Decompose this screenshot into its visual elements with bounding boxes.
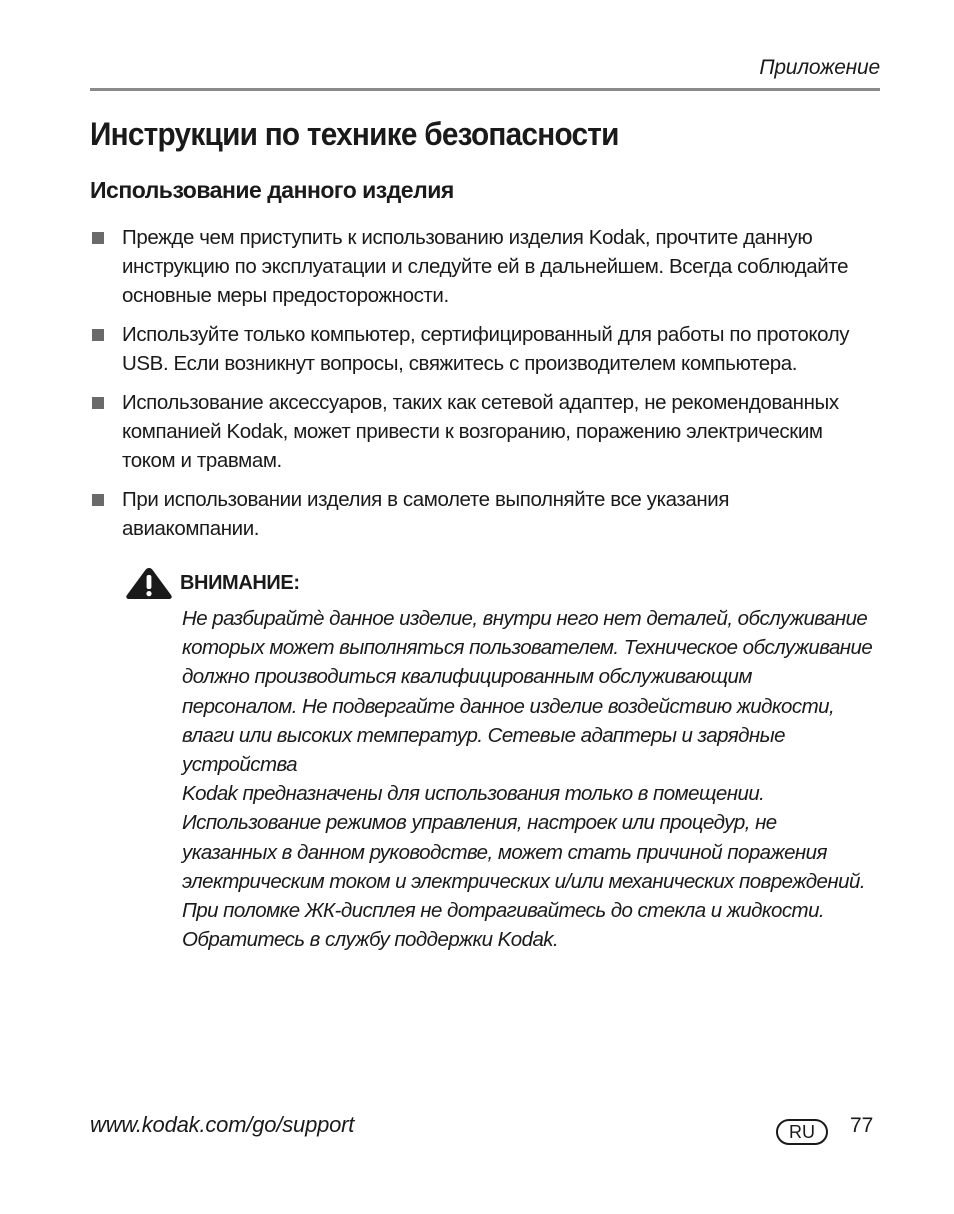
section-heading: Использование данного изделия: [90, 177, 454, 203]
page-title: Инструкции по технике безопасности: [90, 116, 619, 152]
bullet-item: [90, 388, 880, 475]
support-url-link[interactable]: www.kodak.com/go/support: [90, 1112, 355, 1137]
warning-block: [124, 566, 884, 954]
safety-bullet-list: [90, 223, 880, 553]
page-number: 77: [850, 1114, 874, 1137]
square-bullet-icon: [92, 232, 104, 244]
square-bullet-icon: [92, 494, 104, 506]
running-header: Приложение: [759, 56, 880, 79]
square-bullet-icon: [92, 329, 104, 341]
bullet-item: [90, 320, 880, 378]
warning-label: ВНИМАНИЕ:: [180, 571, 300, 594]
bullet-item: [90, 485, 880, 543]
warning-header: [124, 566, 884, 600]
bullet-text: Использование аксессуаров, таких как сетевой адаптер, не рекомендованных компанией Kodak, может привести к возгоранию, поражению электрическим током и травмам.: [122, 391, 839, 472]
bullet-text: Используйте только компьютер, сертифицированный для работы по протоколу USB. Если возникнут вопросы, свяжитесь с производителем компьютера.: [122, 323, 850, 375]
square-bullet-icon: [92, 397, 104, 409]
warning-text: Не разбирайтѐ данное изделие, внутри него нет деталей, обслуживание которых может выполняться пользователем. Техническое обслуживание должно производиться квалифицированным обслуживающим персоналом. Не подвергайте данное изделие воздействию жидкости, влаги или высоких температур. Сетевые адаптеры и зарядные устройства Kodak предназначены для использования только в помещении. Использование режимов управления, настроек или процедур, не указанных в данном руководстве, может стать причиной поражения электрическим током и электрических и/или механических повреждений. При поломке ЖК-дисплея не дотрагивайтесь до стекла и жидкости. Обратитесь в службу поддержки Kodak.: [182, 607, 873, 952]
header-divider: [90, 88, 880, 91]
bullet-text: Прежде чем приступить к использованию изделия Kodak, прочтите данную инструкцию по эксплуатации и следуйте ей в дальнейшем. Всегда соблюдайте основные меры предосторожности.: [122, 226, 849, 307]
language-badge: RU: [776, 1119, 828, 1145]
warning-triangle-icon: [124, 566, 174, 600]
bullet-text: При использовании изделия в самолете выполняйте все указания авиакомпании.: [122, 488, 730, 540]
bullet-item: [90, 223, 880, 310]
